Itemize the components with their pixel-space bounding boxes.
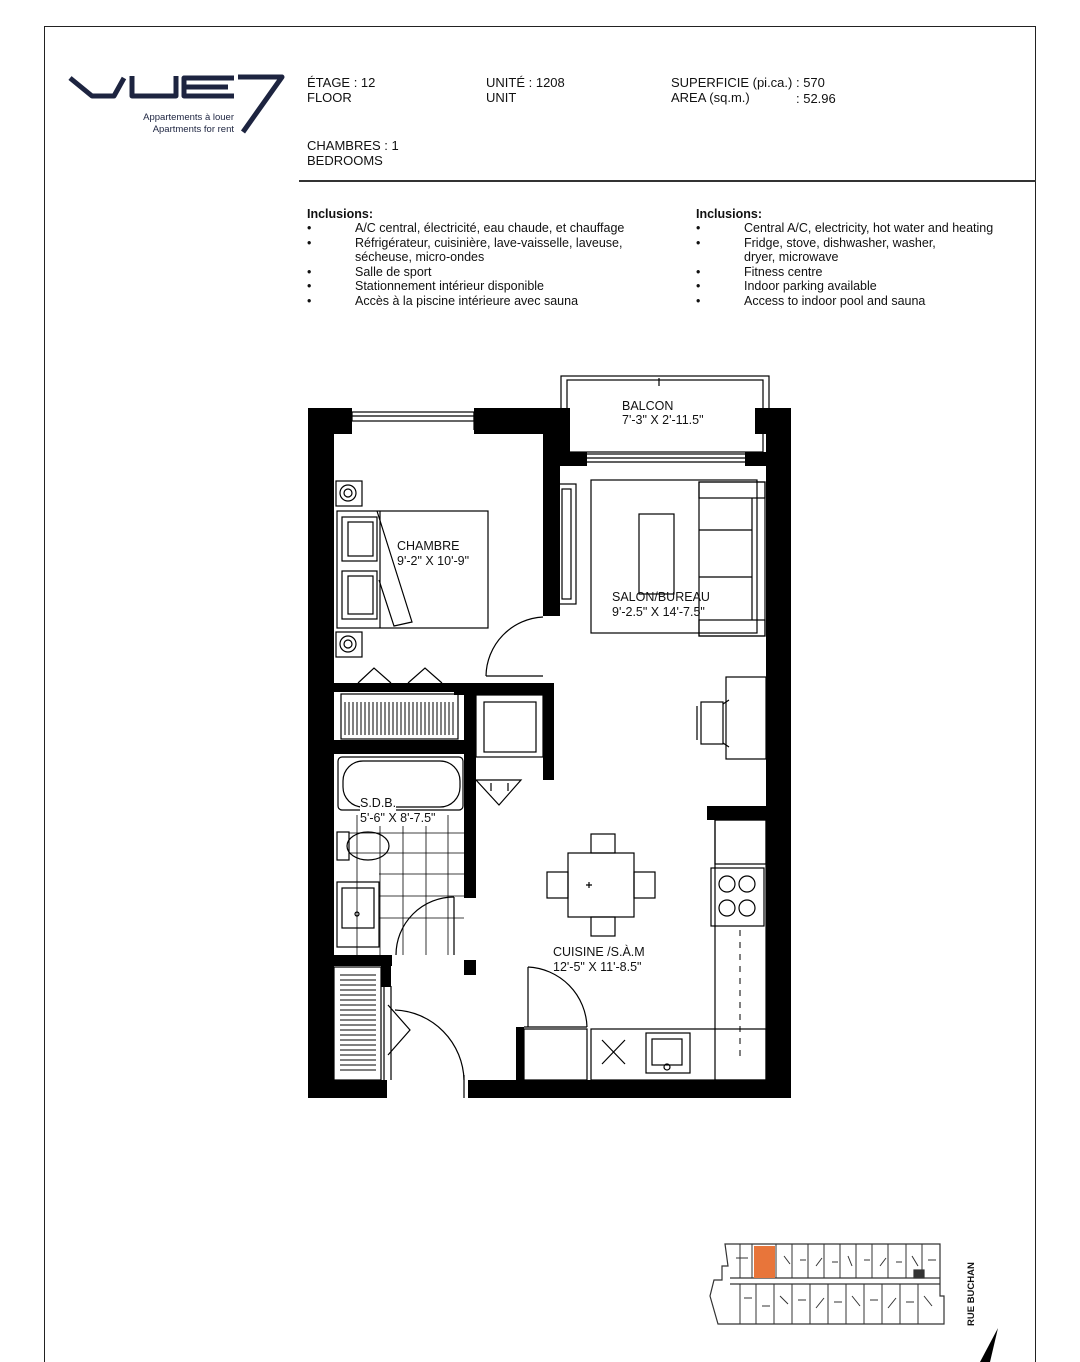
wall-west: [308, 408, 334, 1098]
coffee-table: [639, 514, 674, 594]
floor-label-en: FLOOR: [307, 90, 352, 105]
area-label-fr: SUPERFICIE (pi.ca.) : 570: [671, 75, 825, 90]
street-label: RUE BUCHAN: [966, 1262, 977, 1326]
list-item: • A/C central, électricité, eau chaude, et chauffage: [307, 221, 625, 235]
balcony-dims: 7'-3" X 2'-11.5": [622, 413, 704, 427]
bed: [337, 511, 488, 628]
list-item: • Accès à la piscine intérieure avec sauna: [307, 293, 579, 308]
bedrooms-label-fr: CHAMBRES : 1: [307, 138, 399, 153]
entry-closet-hangers: [340, 975, 376, 1070]
list-item: • Réfrigérateur, cuisinière, lave-vaisselle, laveuse,: [307, 235, 623, 250]
list-item: • Fitness centre: [696, 264, 823, 279]
list-item: dryer, microwave: [744, 250, 839, 265]
inclusions-fr-title: Inclusions:: [307, 207, 373, 221]
unit-label-fr: UNITÉ : 1208: [486, 75, 565, 90]
living-dims: 9'-2.5" X 14'-7.5": [612, 605, 705, 619]
north-arrow-icon: [976, 1326, 1002, 1362]
closet-hangers: [345, 702, 453, 735]
list-item: • Fridge, stove, dishwasher, washer,: [696, 235, 936, 250]
closet: [341, 694, 458, 739]
list-item: • Access to indoor pool and sauna: [696, 293, 926, 308]
bathtub: [338, 757, 463, 810]
bedroom-dims: 9'-2" X 10'-9": [397, 554, 470, 568]
wall-east: [766, 408, 791, 1098]
bedrooms-label-en: BEDROOMS: [307, 153, 383, 168]
list-item: • Indoor parking available: [696, 279, 877, 294]
bathroom-name: S.D.B.: [360, 796, 397, 810]
dining-table: [568, 853, 634, 917]
logo-tagline-fr: Appartements à louer: [143, 112, 234, 123]
area-value-en: : 52.96: [796, 91, 836, 106]
list-item: • Salle de sport: [307, 264, 432, 279]
balcony-name: BALCON: [622, 399, 674, 413]
unit-label-en: UNIT: [486, 90, 517, 105]
bedroom-name: CHAMBRE: [397, 539, 460, 553]
kitchen-dims: 12'-5" X 11'-8.5": [553, 960, 642, 974]
stove: [711, 868, 764, 926]
unit-highlight: [754, 1246, 775, 1278]
washer-dryer: [476, 695, 543, 757]
logo-tagline-en: Apartments for rent: [152, 124, 234, 135]
floor-label-fr: ÉTAGE : 12: [307, 75, 376, 90]
wall-bathroom-east: [464, 683, 476, 898]
toilet: [347, 832, 389, 860]
area-label-en: AREA (sq.m.): [671, 90, 750, 105]
inclusions-en-title: Inclusions:: [696, 207, 762, 221]
sofa: [699, 482, 765, 636]
list-item: • Stationnement intérieur disponible: [307, 279, 545, 294]
entry-closet: [334, 967, 381, 1080]
key-plan: [700, 1236, 950, 1332]
fridge: [524, 1029, 587, 1080]
list-item: • Central A/C, electricity, hot water and heating: [696, 221, 994, 235]
sink-vanity: [337, 882, 379, 947]
desk: [726, 677, 766, 759]
bathroom-dims: 5'-6" X 8'-7.5": [360, 811, 436, 825]
kitchen-name: CUISINE /S.À.M: [553, 945, 645, 959]
living-name: SALON/BUREAU: [612, 590, 710, 604]
list-item: sécheuse, micro-ondes: [355, 250, 485, 265]
